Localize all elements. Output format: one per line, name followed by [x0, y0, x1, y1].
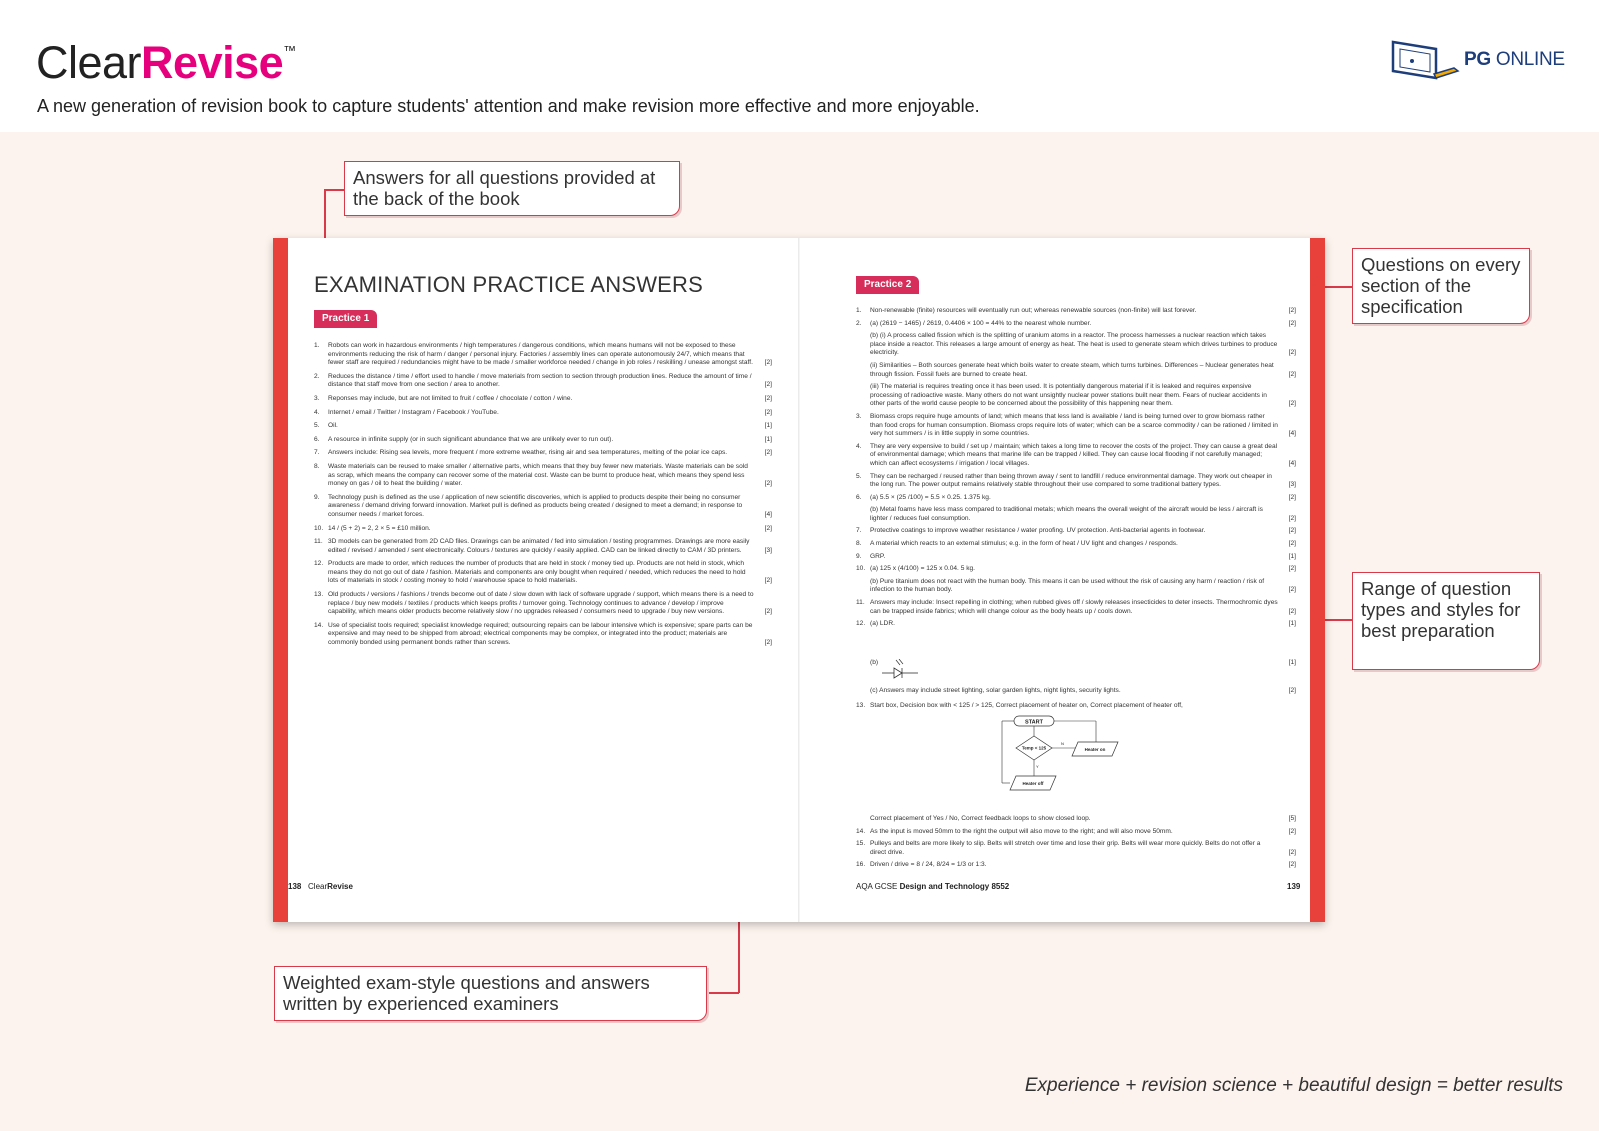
answer-text: Robots can work in hazardous environments / high temperatures / dangerous conditions, which means humans will not be exposed to these environments reducing the risk of harm / danger / personal injury. Factories / assembly lines can operate autonomously 24/7, which means that fewer staff are required / redundancies might have to be made / smaller workforce needed / change in job roles / reskilling / unease amongst staff. [328, 342, 753, 367]
answer-item [856, 506, 1296, 523]
answer-text: A material which reacts to an external stimulus; e.g. in the form of heat / UV light and changes / responds. [870, 540, 1178, 548]
answer-number: 12. [856, 620, 866, 628]
q12b-row: (b) [1] [856, 659, 1296, 683]
answer-number: 13. [314, 591, 324, 599]
answer-item [856, 599, 1296, 616]
answer-number: 7. [856, 527, 862, 535]
flow-yes: N [1061, 741, 1064, 746]
answer-number: 1. [856, 307, 862, 314]
callout-weighted: Weighted exam-style questions and answers written by experienced examiners [274, 966, 707, 1021]
answer-number: 4. [314, 408, 320, 416]
answer-marks: [1] [1288, 552, 1296, 560]
answer-text: Protective coatings to improve weather resistance / water proofing. UV protection. Anti-bacterial agents in footwear. [870, 527, 1206, 535]
answer-number: 14. [856, 827, 866, 835]
answer-text: Use of specialist tools required; specialist knowledge required; outsourcing repairs can be labour intensive which is expensive; spare parts can be expensive and may need to be shipped from abroad; electrical components may be complex, or integrated into the product; materials are commonly bonded using permanent bonds rather than screws. [328, 621, 753, 647]
answer-marks: [2] [764, 394, 772, 402]
answer-text: Products are made to order, which reduces the number of products that are held in stock / money tied up. Products are not held in stock, which means they do not go out of date / fashion. Materials and components are only bought when required / needed, which reduces the need to hold lots of materials in stock / costing money to hold / warehouse space to hold materials. [328, 560, 746, 585]
answer-marks: [4] [1288, 430, 1296, 438]
page-title: EXAMINATION PRACTICE ANSWERS [314, 272, 704, 297]
answer-item [314, 342, 772, 368]
answer-number: 8. [856, 540, 862, 548]
answer-marks: [2] [764, 381, 772, 389]
callout-range: Range of question types and styles for best preparation [1352, 572, 1540, 670]
answer-marks: [2] [764, 359, 772, 367]
answer-text: As the input is moved 50mm to the right the output will also move to the right; and will also move 50mm. [870, 827, 1173, 835]
answer-text: Reduces the distance / time / effort used to handle / move materials from section to section through production lines. Reduce the amount of time / distance that staff move from one section / area to another. [328, 372, 752, 389]
answer-number: 12. [314, 560, 324, 568]
answer-text: Reponses may include, but are not limited to fruit / coffee / chocolate / cotton / wine. [328, 394, 573, 402]
answer-item [856, 620, 1296, 629]
answer-number: 9. [314, 493, 320, 501]
answer-marks: [4] [1288, 459, 1296, 467]
answer-text: (a) LDR. [870, 620, 895, 628]
answer-text: (ii) Similarities – Both sources generate heat which boils water to create steam, which turns turbines. Differences – Nuclear generates heat through fission. Fossil fuels are burned to create heat. [870, 361, 1274, 378]
answer-item [314, 494, 772, 520]
pg-online-logo: PG ONLINE [1464, 49, 1565, 70]
answer-number: 5. [314, 422, 320, 430]
ldr-symbol [882, 659, 922, 683]
answer-item [856, 578, 1296, 595]
answer-marks: [2] [1288, 493, 1296, 501]
answer-text: (a) 5.5 × (25 /100) = 5.5 × 0.25. 1.375 kg. [870, 493, 991, 501]
answer-number: 16. [856, 861, 866, 869]
answer-marks: [2] [764, 480, 772, 488]
answer-item [856, 320, 1296, 329]
answer-marks: [2] [1288, 319, 1296, 327]
answer-number: 3. [856, 412, 862, 420]
left-footer: 138 ClearRevise [288, 882, 353, 891]
answer-item [856, 565, 1296, 574]
answer-marks: [4] [764, 510, 772, 518]
leader-answers-v [324, 189, 326, 242]
answer-marks: [2] [764, 639, 772, 647]
answer-item [856, 815, 1296, 824]
answer-marks: [2] [1288, 607, 1296, 615]
answer-number: 6. [314, 435, 320, 443]
slogan: Experience + revision science + beautiful design = better results [1024, 1075, 1563, 1096]
answer-item [314, 373, 772, 390]
answer-marks: [3] [1288, 481, 1296, 489]
answer-text: Old products / versions / fashions / trends become out of date / slow down with lack of software upgrade / support, which means there is a need to replace / buy new models / textiles / products which keeps profits / turnover going. Technology continues to advance / develop / improve capability, which means older products become relatively slow / no upgrades released / consumers need to upgrade / buy new versions. [328, 591, 754, 616]
answer-marks: [2] [764, 608, 772, 616]
answer-marks: [1] [764, 422, 772, 430]
answer-text: (b) Metal foams have less mass compared to traditional metals; which means the overall weight of the aircraft would be less / aircraft is lighter / reduces fuel consumption. [870, 506, 1263, 522]
answer-item [856, 383, 1296, 409]
answer-item [856, 861, 1296, 870]
answer-text: Biomass crops require huge amounts of land; which means that less land is available / land is being turned over to grow biomass rather than food crops for human consumption. Biomass crops require lots of water; which can be a scarce commodity / can be rationed / limited in very hot summers / is in little supply in some countries. [870, 412, 1278, 438]
answer-text: GRP. [870, 552, 886, 560]
answer-marks: [2] [1288, 400, 1296, 408]
answer-marks: [2] [1288, 848, 1296, 856]
answer-text: Pulleys and belts are more likely to slip. Belts will stretch over time and lose their grip. Belts will wear more quickly. Belts do not offer a direct drive. [870, 840, 1261, 856]
answer-text: (b) (i) A process called fission which is the splitting of uranium atoms in a reactor. The process harnesses a nuclear reaction which takes place inside a reactor. This releases a large amount of energy as heat. The heat is used to generate steam which drives turbines to produce electricity. [870, 332, 1278, 357]
right-answer-list [856, 307, 1296, 633]
answer-text: Internet / email / Twitter / Instagram / Facebook / YouTube. [328, 408, 499, 416]
answer-item [314, 560, 772, 586]
answer-text: A resource in infinite supply (or in such significant abundance that we are unlikely ever to run out). [328, 435, 614, 443]
answer-number: 8. [314, 462, 320, 470]
answer-text: Non-renewable (finite) resources will eventually run out; whereas renewable sources (non-finite) will last forever. [870, 307, 1197, 314]
flow-no: Y [1036, 764, 1039, 769]
book-spine [798, 238, 800, 922]
q12c-row: (c) Answers may include street lighting, solar garden lights, night lights, security lights. [2] [870, 687, 1296, 694]
flow-start: START [1025, 719, 1043, 726]
answer-item [856, 494, 1296, 503]
answer-number: 11. [856, 599, 865, 607]
header [0, 0, 1599, 132]
answer-text: Correct placement of Yes / No, Correct feedback loops to show closed loop. [870, 815, 1091, 822]
answer-item [314, 422, 772, 431]
answer-item [314, 395, 772, 404]
answer-text: (b) Pure titanium does not react with the human body. This means it can be used without the risk of causing any harm / reaction / risk of infection to the human body. [870, 577, 1265, 594]
leader-weighted-h [707, 992, 739, 994]
answer-text: Driven / drive = 8 / 24, 8/24 = 1/3 or 1:3. [870, 861, 987, 869]
answer-item [314, 449, 772, 458]
answer-item [314, 463, 772, 489]
answer-item [856, 828, 1296, 837]
left-page [288, 238, 772, 922]
answer-text: They are very expensive to build / set up / maintain; which takes a long time to recover the costs of the project. They can cause a great deal of environmental damage; which means that marine life can be trapped / killed. They can cause local flooding if not carefully managed; which can affect ecosystems / irrigation / local villages. [870, 442, 1278, 467]
answer-text: Waste materials can be reused to make smaller / alternative parts, which means that they buy fewer new materials. Waste materials can be sold as scrap, which means the company can recover some of the material cost. Waste can be burnt to produce heat, which means they spend less money on gas / oil to heat the building / water. [328, 462, 748, 488]
flow-heater-on: Heater on [1084, 747, 1106, 752]
answer-item [856, 307, 1296, 316]
answer-marks: [2] [1288, 307, 1296, 314]
answer-text: 14 / (5 + 2) = 2, 2 × 5 = £10 million. [328, 524, 431, 532]
answer-marks: [1] [1288, 620, 1296, 628]
answer-item [314, 622, 772, 648]
answer-text: (a) 125 x (4/100) = 125 x 0.04. 5 kg. [870, 565, 976, 573]
answer-marks: [1] [764, 435, 772, 443]
answer-text: 3D models can be generated from 2D CAD files. Drawings can be animated / fed into simulation / testing programmes. Drawings are more easily edited / revised / amended / sent electronically. Colours / textures are quickly / easily applied. CAD can be linked directly to CAM / 3D printers. [328, 538, 750, 554]
leader-answers-h [324, 189, 344, 191]
answer-number: 4. [856, 442, 862, 450]
answer-item [856, 473, 1296, 490]
flow-decision: Temp < 125 [1021, 745, 1047, 751]
answer-marks: [2] [1288, 370, 1296, 378]
answer-number: 10. [314, 524, 324, 532]
answer-text: Technology push is defined as the use / application of new scientific discoveries, which is applied to products despite their being no consumer awareness / demand driving forward innovation. Market pull is defined as products being created / designed to meet a demand; in response to consumer needs / market forces. [328, 493, 743, 518]
answer-item [856, 332, 1296, 358]
answer-marks: [2] [1288, 514, 1296, 522]
clearrevise-logo: ClearRevise™ [36, 37, 296, 88]
answer-number: 2. [314, 372, 320, 380]
answer-number: 7. [314, 449, 320, 457]
answer-marks: [2] [1288, 349, 1296, 357]
answer-item [856, 527, 1296, 536]
callout-answers: Answers for all questions provided at the back of the book [344, 161, 680, 216]
tagline: A new generation of revision book to capture students' attention and make revision more effective and more enjoyable. [37, 96, 980, 116]
practice-2-label: Practice 2 [856, 276, 919, 294]
answer-item [856, 443, 1296, 469]
flow-heater-off: Heater off [1022, 781, 1044, 786]
answer-item [314, 538, 772, 555]
answer-text: Oil. [328, 422, 338, 430]
right-page-edge [1310, 238, 1325, 922]
answer-item [314, 436, 772, 445]
right-page-number: 139 [1287, 882, 1301, 891]
answer-marks: [2] [764, 449, 772, 457]
answer-text: Answers may include: Insect repelling in clothing; when rubbed gives off / slowly releases insecticides to deter insects. Thermochromic dyes can be trapped inside fabrics; which will change colour as the body heats up / cools down. [870, 599, 1278, 615]
answer-marks: [2] [1288, 527, 1296, 535]
left-answer-list [314, 342, 772, 653]
answer-number: 3. [314, 394, 320, 402]
answer-marks: [2] [764, 524, 772, 532]
practice-1-label: Practice 1 [314, 310, 377, 328]
answer-number: 10. [856, 565, 866, 573]
answer-item [856, 362, 1296, 379]
answer-marks: [2] [1288, 565, 1296, 573]
answer-number: 5. [856, 472, 862, 480]
answer-marks: [3] [764, 546, 772, 554]
answer-number: 15. [856, 840, 866, 848]
answer-item [856, 553, 1296, 562]
answer-text: Answers include: Rising sea levels, more frequent / more extreme weather, rising air and sea temperatures, melting of the polar ice caps. [328, 449, 728, 457]
answer-number: 1. [314, 342, 320, 349]
answer-item [314, 525, 772, 534]
answer-marks: [2] [1288, 586, 1296, 594]
answer-number: 14. [314, 621, 324, 629]
answer-marks: [2] [764, 577, 772, 585]
book-spread [273, 238, 1325, 922]
answer-item [314, 409, 772, 418]
answer-item [856, 840, 1296, 857]
answer-item [856, 540, 1296, 549]
answer-text: (iii) The material is requires treating once it has been used. It is potentially dangerous material if it is leaked and requires expensive processing of radioactive waste. Many others do not want unsightly nuclear power stations built near them. Fears of nuclear accidents in other parts of the world cause people to be concerned about the possibility of this happening near them. [870, 383, 1267, 408]
flowchart [996, 714, 1136, 804]
right-footer: AQA GCSE Design and Technology 8552 [856, 882, 1010, 891]
answer-number: 2. [856, 319, 862, 327]
answer-marks: [2] [1288, 540, 1296, 548]
answer-text: (a) (2619 − 1465) / 2619, 0.4406 × 100 = 44% to the nearest whole number. [870, 319, 1092, 327]
answer-marks: [5] [1288, 815, 1296, 822]
answer-number: 11. [314, 538, 323, 546]
answer-text: They can be recharged / reused rather than being thrown away / sent to landfill / reduce environmental damage. They work out cheaper in the long run. The power output remains relatively stable throughout their use compared to some traditional battery types. [870, 472, 1272, 489]
answer-marks: [2] [1288, 827, 1296, 835]
left-page-edge [273, 238, 288, 922]
right-answer-list-continued [856, 815, 1296, 874]
right-page [856, 238, 1301, 922]
answer-number: 9. [856, 552, 862, 560]
callout-questions: Questions on every section of the specification [1352, 248, 1530, 324]
answer-item [856, 413, 1296, 439]
answer-marks: [2] [1288, 861, 1296, 869]
answer-item [314, 591, 772, 617]
answer-marks: [2] [764, 408, 772, 416]
answer-number: 6. [856, 493, 862, 501]
q13-row: 13. Start box, Decision box with < 125 / > 125, Correct placement of heater on, Correct placement of heater off, [856, 702, 1183, 709]
